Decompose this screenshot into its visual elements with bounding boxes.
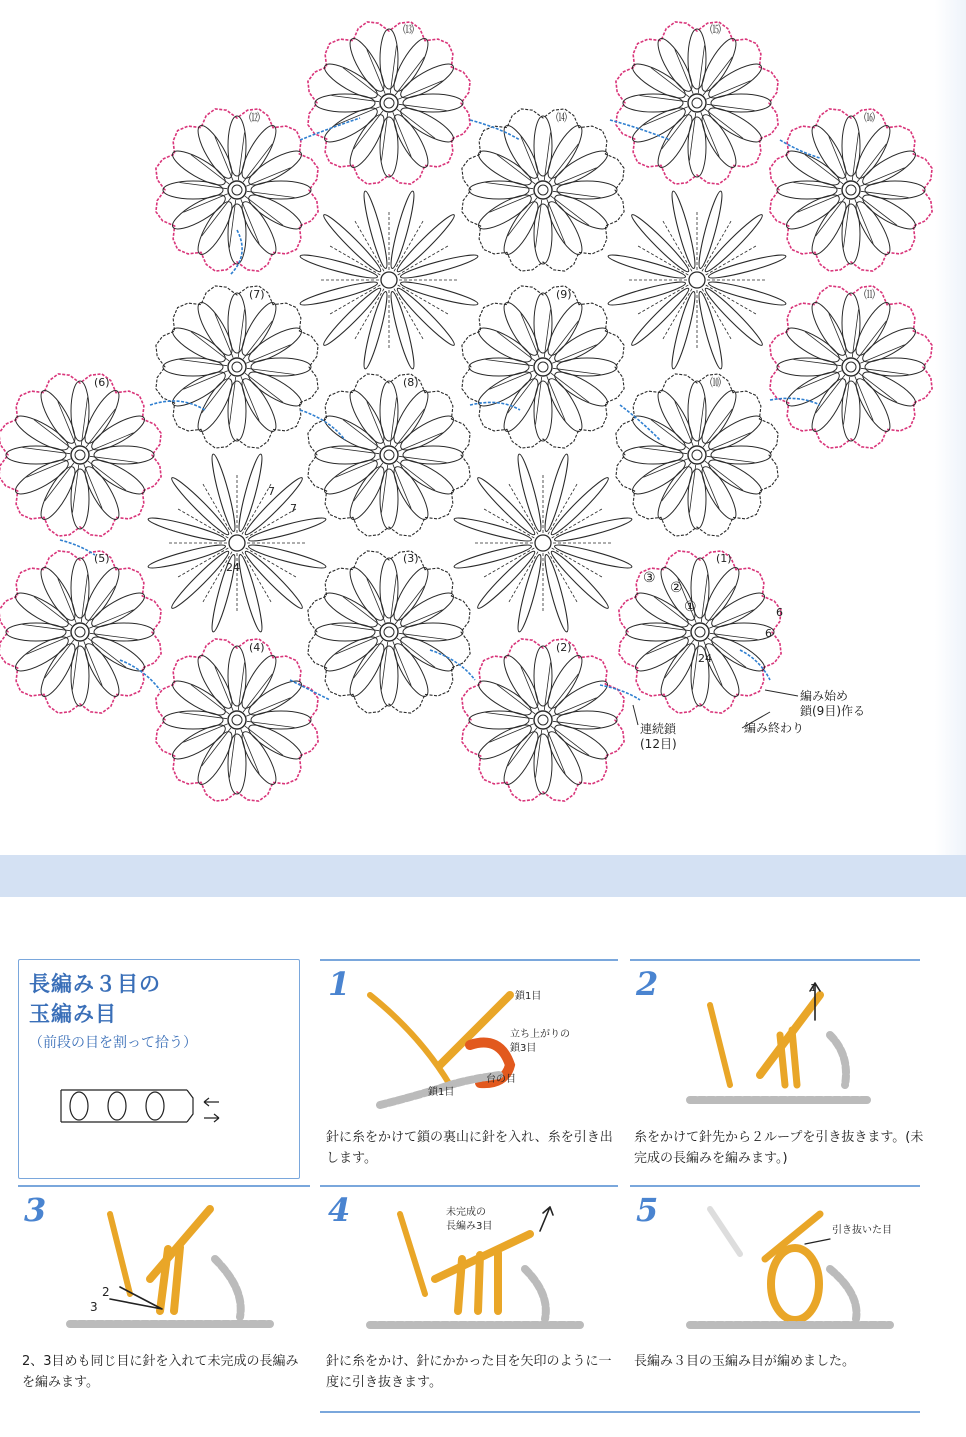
- bottom-rule: [320, 1411, 920, 1413]
- step-5-text: 長編み３目の玉編み目が編めました。: [634, 1354, 856, 1369]
- step-4-rule: [320, 1185, 618, 1187]
- end-note: 編み終わり: [744, 721, 805, 735]
- motif-label-5: (5): [94, 552, 110, 565]
- stitch-count-7-b: 7: [290, 502, 297, 515]
- motif-label-9: (9): [556, 288, 572, 301]
- step-2-label-1: 1: [810, 983, 817, 994]
- step-1-rule: [320, 959, 618, 961]
- flower-motif: [462, 109, 624, 271]
- step-2-number: 2: [636, 965, 659, 1003]
- stitch-title-line2: 玉編み目: [29, 1002, 117, 1026]
- step-1-label-chain1-top: 鎖1目: [515, 991, 542, 1002]
- flower-motif: [308, 551, 470, 713]
- flower-motif: [616, 22, 778, 184]
- step-4-number: 4: [328, 1191, 351, 1229]
- step-2-illustration: [670, 975, 910, 1115]
- step-3-label-2: 2: [102, 1285, 110, 1299]
- step-4-label-three: 長編み3目: [446, 1221, 493, 1232]
- step-1-text: 針に糸をかけて鎖の裏山に針を入れ、糸を引き出します。: [326, 1130, 613, 1166]
- step-4-text: 針に糸をかけ、針にかかった目を矢印のように一度に引き抜きます。: [326, 1354, 612, 1390]
- step-4-label-incomplete: 未完成の: [446, 1207, 486, 1218]
- round-1-marker: ①: [684, 599, 697, 615]
- join-chain: [120, 660, 160, 690]
- motif-label-11: ⑾: [864, 288, 875, 301]
- step-1-label-rise: 立ち上がりの: [510, 1029, 570, 1040]
- motif-label-15: ⒂: [710, 23, 721, 36]
- stitch-count-6-a: 6: [776, 606, 783, 619]
- flower-motif: [308, 374, 470, 536]
- step-3-label-3: 3: [90, 1300, 98, 1314]
- stitch-count-7-a: 7: [268, 485, 275, 498]
- tutorial-section: [0, 897, 966, 1437]
- step-1-label-base: 台の目: [486, 1074, 516, 1085]
- motif-label-3: (3): [403, 552, 419, 565]
- motif-label-7: (7): [249, 288, 265, 301]
- motif-label-16: ⒃: [864, 111, 875, 124]
- motif-label-10: ⑽: [710, 376, 721, 389]
- star-motif: [607, 190, 787, 370]
- round-2-marker: ②: [670, 580, 683, 596]
- section-divider-band: [0, 855, 966, 897]
- page-edge-shade: [935, 0, 966, 855]
- flower-motif: [770, 109, 932, 271]
- start-note-line1: 編み始め: [800, 689, 849, 703]
- motif-label-8: (8): [403, 376, 419, 389]
- flower-motif: [462, 639, 624, 801]
- tutorial-panel: [10, 915, 924, 1425]
- star-motif: [147, 453, 327, 633]
- stitch-subtitle: （前段の目を割って拾う）: [29, 1035, 197, 1051]
- stitch-count-6-b: 6: [765, 627, 772, 640]
- flower-motif: [156, 639, 318, 801]
- step-5-number: 5: [636, 1191, 659, 1229]
- step-2-rule: [630, 959, 920, 961]
- step-5-label-pulled: 引き抜いた目: [832, 1225, 892, 1236]
- motif-label-12: ⑿: [249, 111, 260, 124]
- motif-label-1: (1): [716, 552, 732, 565]
- step-5-rule: [630, 1185, 920, 1187]
- flower-motif: [156, 109, 318, 271]
- step-1-illustration: [350, 975, 600, 1115]
- step-2-text: 糸をかけて針先から２ループを引き抜きます。(未完成の長編みを編みます。): [634, 1130, 924, 1166]
- step-1-label-chain3: 鎖3目: [510, 1043, 537, 1054]
- flower-motif: [616, 374, 778, 536]
- flower-motif: [156, 286, 318, 448]
- motif-label-6: (6): [94, 376, 110, 389]
- star-motif: [299, 190, 479, 370]
- join-chain: [470, 120, 520, 140]
- stitch-definition-box: [18, 959, 300, 1179]
- stitch-title-line1: 長編み３目の: [29, 972, 161, 996]
- flower-motif: [0, 374, 161, 536]
- flower-motif: [462, 286, 624, 448]
- motif-label-13: ⒀: [403, 23, 414, 36]
- motif-label-14: ⒁: [556, 111, 567, 124]
- star-motif: [453, 453, 633, 633]
- join-chain: [230, 230, 242, 275]
- chain-note-line1: 連続鎖: [640, 722, 677, 736]
- flower-motif: [770, 286, 932, 448]
- round-3-marker: ③: [643, 570, 656, 586]
- stitch-count-24-center: 24: [226, 561, 240, 574]
- motif-label-4: (4): [249, 641, 265, 654]
- step-1-number: 1: [328, 965, 351, 1003]
- join-chain: [290, 680, 330, 700]
- step-3-illustration: [50, 1199, 290, 1339]
- stitch-symbol-icon: [59, 1080, 239, 1140]
- step-3-number: 3: [24, 1191, 47, 1229]
- step-1-label-chain1-bottom: 鎖1目: [428, 1087, 455, 1098]
- step-5-illustration: [670, 1199, 910, 1339]
- step-3-text: 2、3目めも同じ目に針を入れて未完成の長編みを編みます。: [22, 1354, 299, 1390]
- step-3-rule: [18, 1185, 310, 1187]
- flower-motif: [0, 551, 161, 713]
- stitch-count-24-motif1: 24: [698, 652, 712, 665]
- flower-motif: [308, 22, 470, 184]
- start-note-line2: 鎖(9目)作る: [800, 704, 865, 718]
- motif-label-2: (2): [556, 641, 572, 654]
- chain-note-line2: (12目): [640, 737, 677, 751]
